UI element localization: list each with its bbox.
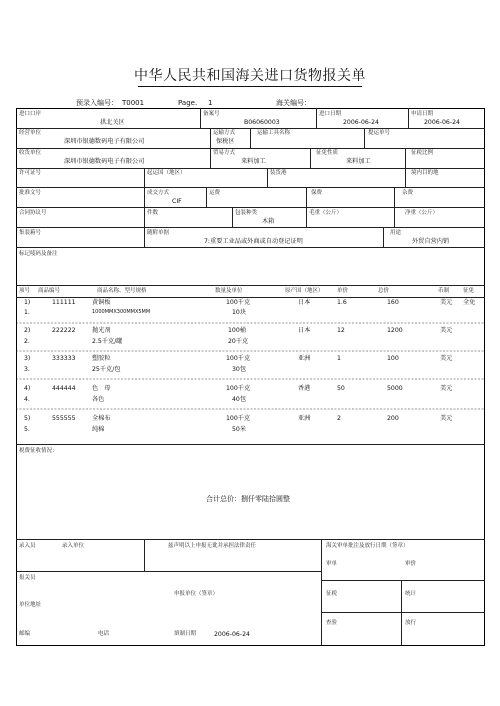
- destination-label: 境内目的地: [411, 170, 439, 176]
- goods-origin: 日本: [298, 327, 311, 334]
- tax-nature-value: 来料加工: [346, 158, 371, 165]
- goods-seq: 5): [24, 415, 31, 422]
- goods-origin: 亚洲: [298, 415, 311, 422]
- goods-spec: 1000MMX300MMX5MM: [92, 309, 151, 315]
- purpose-value: 外贸自营内销: [412, 238, 450, 245]
- vline-r6-d: [394, 207, 395, 227]
- goods-name: 塑胶粒: [92, 355, 111, 362]
- goods-code: 222222: [52, 327, 76, 334]
- contract-label: 合同协议号: [19, 210, 47, 216]
- goods-qty: 100千克: [226, 299, 251, 306]
- approval-label: 批准文号: [19, 190, 42, 196]
- goods-price: 12: [337, 327, 345, 334]
- terms-value: CIF: [172, 198, 182, 205]
- goods-qty: 100千克: [226, 415, 251, 422]
- inspection-label: 查验: [326, 620, 338, 626]
- record-no-label: 备案号: [203, 111, 220, 117]
- goods-spec: 纯棉: [92, 426, 105, 433]
- declare-date-label: 申请日期: [411, 111, 434, 117]
- vline-r3-a: [210, 148, 211, 168]
- bill-label: 提运单号: [368, 130, 391, 136]
- declarer-label: 报关员: [19, 575, 36, 581]
- package-label: 包装种类: [235, 210, 258, 216]
- goods-seq: 1): [24, 299, 31, 306]
- goods-origin: 香港: [298, 385, 311, 392]
- total-amount-text: 合计总价：捌仟零陆拾圆整: [206, 495, 290, 503]
- page-label: Page.: [178, 99, 198, 107]
- freight-label: 运费: [209, 190, 221, 196]
- import-date-label: 进口日期: [319, 111, 342, 117]
- vline-r3-c: [405, 148, 406, 168]
- transport-mode-label: 运输方式: [213, 130, 236, 136]
- vline-r2-a: [210, 128, 211, 148]
- docs-label: 随附单据: [147, 230, 170, 236]
- goods-price: 1.6: [337, 299, 347, 306]
- net-label: 净重（公斤）: [405, 210, 439, 216]
- gross-label: 毛重（公斤）: [309, 210, 343, 216]
- entry-person-label: 录入员: [19, 543, 36, 549]
- vline-r3-b: [310, 148, 311, 168]
- goods-seq2: 2.: [24, 338, 30, 345]
- goods-qty2: 20千克: [228, 338, 249, 345]
- goods-header-price: 单价: [337, 288, 349, 294]
- vline-r5-d: [394, 187, 395, 207]
- goods-seq: 2): [24, 327, 31, 334]
- goods-price: 1: [337, 355, 341, 362]
- tax-section-label: 税费征收情况：: [19, 448, 58, 454]
- vline-r5-c: [306, 187, 307, 207]
- goods-name: 黄铜板: [92, 299, 111, 306]
- fill-date-value: 2006-06-24: [214, 631, 250, 638]
- license-label: 许可证号: [19, 170, 42, 176]
- tax-nature-label: 征免性质: [316, 150, 339, 156]
- trade-mode-label: 贸易方式: [213, 150, 236, 156]
- goods-price: 50: [337, 385, 345, 392]
- goods-qty: 100千克: [226, 355, 251, 362]
- tax-rate-label: 征税比例: [411, 150, 434, 156]
- marks-label: 标记唛码及备注: [19, 251, 58, 257]
- goods-total: 5000: [387, 385, 403, 392]
- goods-qty2: 10块: [232, 309, 247, 316]
- operator-value: 深圳市银德数码电子有限公司: [64, 138, 145, 145]
- goods-qty: 100桶: [228, 327, 246, 334]
- review-label: 审单: [326, 561, 338, 567]
- vline-r6-b: [232, 207, 233, 227]
- taxation-label: 征税: [326, 591, 338, 597]
- declaration-text: 兹声明以上申报无讹并承担法律责任: [168, 543, 257, 549]
- goods-header-origin: 原产国（地区）: [285, 288, 324, 294]
- trade-mode-value: 来料加工: [241, 158, 266, 165]
- fill-date-label: 填制日期: [174, 631, 197, 637]
- vline-r4-a: [144, 168, 145, 187]
- vline-footer-c: [401, 580, 402, 612]
- docs-value: 7:重要工业品或外商或自动登记证明: [204, 238, 303, 245]
- goods-spec: 25千克/包: [92, 366, 121, 373]
- goods-header-total: 总价: [378, 288, 390, 294]
- goods-currency: 美元: [440, 299, 453, 306]
- goods-qty2: 40包: [232, 396, 247, 403]
- pricing-label: 审价: [405, 561, 417, 567]
- goods-code: 444444: [52, 385, 76, 392]
- vline-footer-d: [401, 612, 402, 645]
- purpose-label: 用途: [390, 230, 402, 236]
- goods-name: 全棉布: [92, 415, 111, 422]
- customs-notes-label: 海关审单批注及放行日期（签章）: [326, 543, 409, 549]
- pieces-label: 件数: [147, 210, 159, 216]
- goods-seq2: 1.: [24, 309, 30, 316]
- origin-country-label: 起运国（地区）: [147, 170, 186, 176]
- goods-seq: 4): [24, 385, 31, 392]
- vline-r1-a: [200, 108, 201, 128]
- preentry-label: 预录入编号：: [76, 99, 118, 107]
- statistics-label: 统计: [405, 591, 417, 597]
- goods-seq2: 5.: [24, 426, 30, 433]
- consignee-value: 深圳市银德数码电子有限公司: [64, 158, 145, 165]
- goods-qty2: 30包: [232, 366, 247, 373]
- goods-qty2: 50米: [232, 426, 247, 433]
- goods-code: 555555: [52, 415, 76, 422]
- goods-currency: 美元: [440, 385, 453, 392]
- vline-r4-c: [405, 168, 406, 187]
- goods-header-seq: 项号: [19, 288, 31, 294]
- preentry-value: T0001: [122, 99, 145, 107]
- port-value: 拱北关区: [100, 119, 125, 126]
- vline-r5-a: [144, 187, 145, 207]
- entry-unit-label: 录入单位: [62, 543, 85, 549]
- page-value: 1: [208, 99, 213, 107]
- vline-r7-a: [144, 227, 145, 247]
- unit-address-label: 单位地址: [19, 602, 42, 608]
- goods-code: 111111: [52, 299, 76, 306]
- document-title: 中华人民共和国海关进口货物报关单: [134, 68, 366, 84]
- goods-seq2: 3.: [24, 366, 30, 373]
- goods-total: 160: [387, 299, 399, 306]
- vline-r2-c: [364, 128, 365, 148]
- misc-label: 杂费: [402, 190, 414, 196]
- vline-footer-b: [321, 539, 322, 645]
- vline-r6-a: [144, 207, 145, 227]
- record-no-value: B06060003: [244, 119, 280, 126]
- goods-header-code: 商品编号: [38, 288, 61, 294]
- vline-r6-c: [306, 207, 307, 227]
- goods-name: 色 母: [92, 385, 111, 392]
- goods-total: 100: [387, 355, 399, 362]
- vehicle-label: 运输工具名称: [257, 130, 291, 136]
- goods-currency: 美元: [440, 355, 453, 362]
- goods-name: 抛光剂: [92, 327, 111, 334]
- goods-currency: 美元: [440, 415, 453, 422]
- goods-spec: 2.5千克/罐: [92, 338, 123, 345]
- declare-date-value: 2006-06-24: [424, 119, 460, 126]
- vline-footer-a: [144, 539, 145, 571]
- vline-r1-b: [316, 108, 317, 128]
- goods-seq2: 4.: [24, 396, 30, 403]
- vline-r2-b: [250, 128, 251, 148]
- operator-label: 经营单位: [19, 130, 42, 136]
- goods-origin: 亚洲: [298, 355, 311, 362]
- goods-code: 333333: [52, 355, 76, 362]
- consignee-label: 收货单位: [19, 150, 42, 156]
- goods-total: 1200: [387, 327, 403, 334]
- customs-no-label: 海关编号：: [276, 99, 311, 107]
- phone-label: 电话: [98, 631, 110, 637]
- goods-exempt: 全免: [463, 299, 476, 306]
- port-label: 进口口岸: [19, 111, 42, 117]
- goods-origin: 日本: [298, 299, 311, 306]
- package-value: 木箱: [262, 218, 275, 225]
- vline-r1-c: [408, 108, 409, 128]
- vline-r4-b: [267, 168, 268, 187]
- postcode-label: 邮编: [19, 631, 31, 637]
- goods-spec: 各色: [92, 396, 105, 403]
- goods-qty: 100千克: [226, 385, 251, 392]
- vline-r7-b: [383, 227, 384, 247]
- terms-label: 成交方式: [147, 190, 170, 196]
- release-label: 放行: [405, 620, 417, 626]
- goods-total: 200: [387, 415, 399, 422]
- transport-mode-value: 保税区: [216, 138, 235, 145]
- goods-header-currency: 币制: [438, 288, 450, 294]
- import-date-value: 2006-06-24: [343, 119, 379, 126]
- insurance-label: 保费: [311, 190, 323, 196]
- goods-seq: 3): [24, 355, 31, 362]
- goods-currency: 美元: [440, 327, 453, 334]
- loading-port-label: 装货港: [270, 170, 287, 176]
- goods-header-exempt: 征免: [463, 288, 475, 294]
- container-label: 集装箱号: [19, 230, 42, 236]
- vline-r5-b: [206, 187, 207, 207]
- goods-header-name: 商品名称、型号规格: [97, 288, 147, 294]
- goods-price: 2: [337, 415, 341, 422]
- goods-header-qty: 数量及单位: [215, 288, 243, 294]
- declaring-unit-label: 申报单位（签章）: [174, 591, 219, 597]
